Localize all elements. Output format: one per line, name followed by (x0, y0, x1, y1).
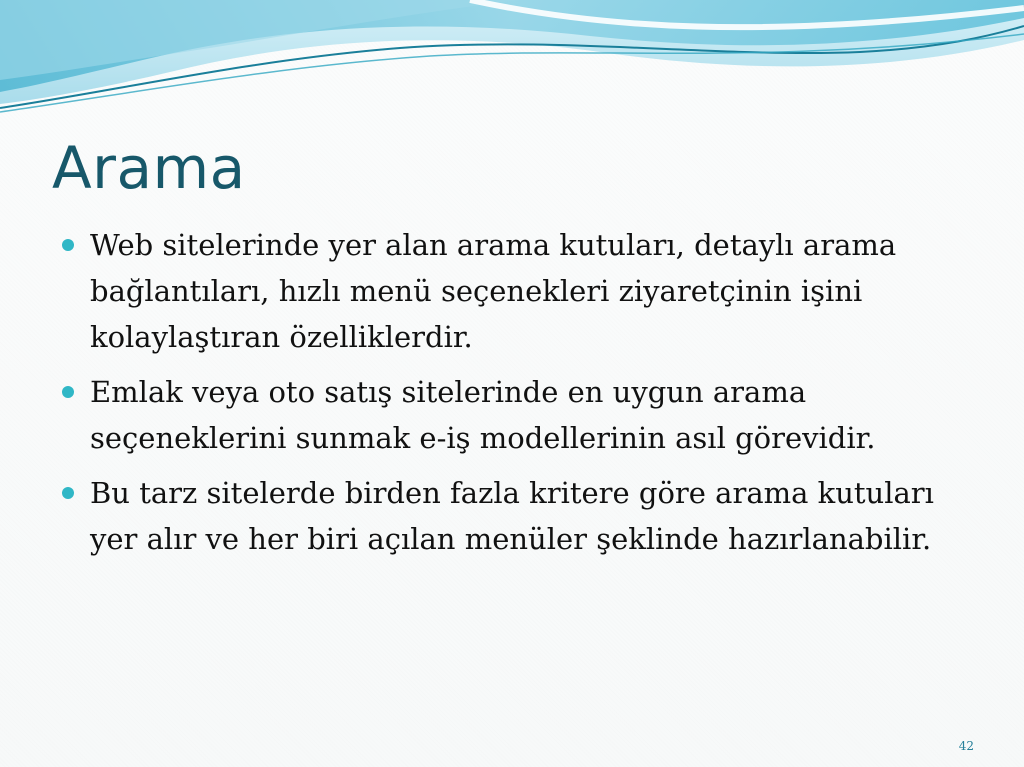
bullet-item (62, 369, 982, 461)
slide-title: Arama (52, 134, 246, 202)
bullet-dot-icon (62, 239, 74, 251)
bullet-item (62, 470, 982, 562)
bullet-list (62, 222, 982, 571)
bullet-dot-icon (62, 386, 74, 398)
bullet-text: Emlak veya oto satış sitelerinde en uygun arama seçeneklerini sunmak e-iş modellerinin asıl görevidir. (90, 375, 876, 455)
bullet-item (62, 222, 982, 360)
wave-header-decoration (0, 0, 1024, 120)
bullet-text: Bu tarz sitelerde birden fazla kritere göre arama kutuları yer alır ve her biri açılan menüler şeklinde hazırlanabilir. (90, 476, 934, 556)
page-number: 42 (958, 739, 974, 753)
bullet-dot-icon (62, 487, 74, 499)
bullet-text: Web sitelerinde yer alan arama kutuları, detaylı arama bağlantıları, hızlı menü seçenekleri ziyaretçinin işini kolaylaştıran özelliklerdir. (90, 228, 897, 354)
